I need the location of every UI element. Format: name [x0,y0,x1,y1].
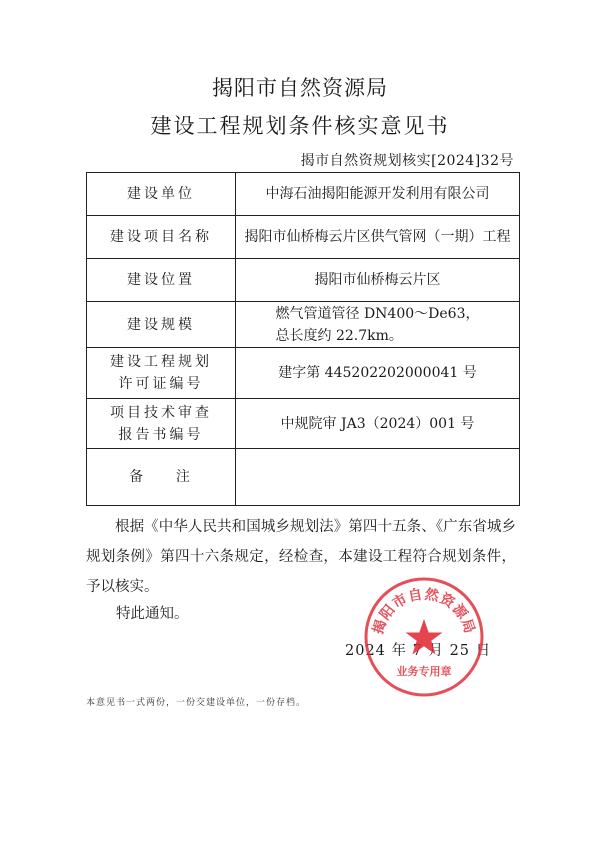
table-row [87,216,520,259]
table-row [87,259,520,302]
table-row [87,173,520,216]
table-row [87,449,520,506]
label-location: 建设位置 [87,259,236,302]
footnote: 本意见书一式两份，一份交建设单位，一份存档。 [86,698,307,708]
review-label-line-2: 报告书编号 [118,426,204,443]
notice-text: 特此通知。 [116,606,189,622]
label-remarks: 备 注 [87,449,236,506]
value-construction-unit: 中海石油揭阳能源开发利用有限公司 [236,173,520,216]
label-project-name: 建设项目名称 [87,216,236,259]
table-row [87,399,520,449]
document-number: 揭市自然资规划核实[2024]32号 [300,153,514,169]
review-label-line-1: 项目技术审查 [110,404,212,421]
permit-label-line-1: 建设工程规划 [110,354,212,370]
document-title: 建设工程规划条件核实意见书 [150,114,450,138]
permit-label-line-2: 许可证编号 [118,376,204,392]
project-info-table [86,172,520,506]
value-remarks [236,449,520,506]
label-review-report-number [87,399,236,449]
body-paragraph: 根据《中华人民共和国城乡规划法》第四十五条、《广东省城乡规划条例》第四十六条规定，经检查，本建设工程符合规划条件，予以核实。 [86,519,516,595]
scale-line-2: 总长度约 22.7km。 [275,327,403,344]
issue-date: 2024 年 7 月 25 日 [345,643,492,659]
seal-subtext: 业务专用章 [396,665,452,678]
label-permit-number [87,348,236,399]
scale-line-1: 燃气管道管径 DN400～De63， [275,305,480,322]
label-construction-unit: 建设单位 [87,173,236,216]
seal-star-icon [406,619,443,655]
table-row [87,348,520,399]
seal-text: 揭阳市自然资源局 [370,586,478,637]
value-scale [236,302,520,348]
label-scale: 建设规模 [87,302,236,348]
value-project-name: 揭阳市仙桥梅云片区供气管网（一期）工程 [236,216,520,259]
issuing-authority: 揭阳市自然资源局 [212,76,388,100]
value-review-report-number: 中规院审 JA3（2024）001 号 [236,399,520,449]
value-location: 揭阳市仙桥梅云片区 [236,259,520,302]
value-permit-number: 建字第 445202202000041 号 [236,348,520,399]
table-row [87,302,520,348]
official-seal [362,575,486,699]
